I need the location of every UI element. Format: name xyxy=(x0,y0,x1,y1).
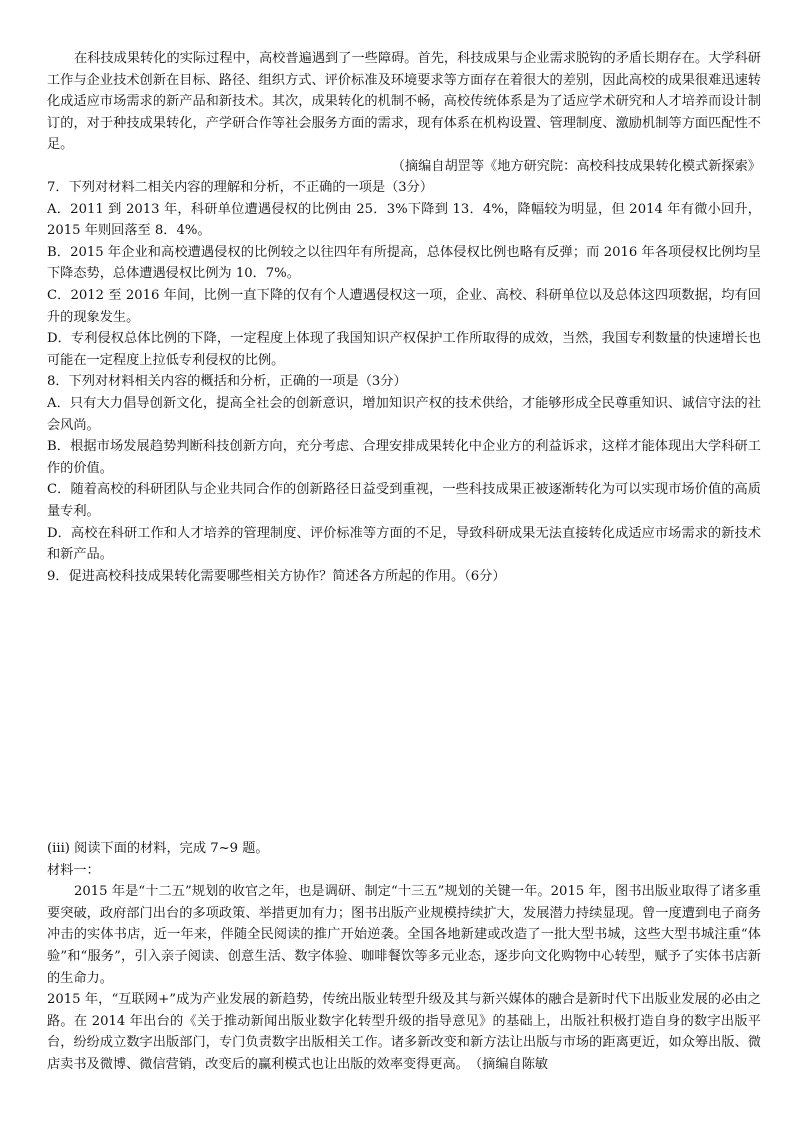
material-one-label: 材料一： xyxy=(47,862,100,878)
question-7-option-a: A．2011 到 2013 年，科研单位遭遇侵权的比例由 25．3%下降到 13．4%，降幅较为明显，但 2014 年有微小回升，2015 年则回落至 8．4%。 xyxy=(47,201,761,239)
source-citation: （摘编自胡罡等《地方研究院：高校科技成果转化模式新探索》 xyxy=(391,158,761,174)
material-paragraph: 在科技成果转化的实际过程中，高校普遍遇到了一些障碍。首先，科技成果与企业需求脱钩的矛盾长期存在。大学科研工作与企业技术创新在目标、路径、组织方式、评价标准及环境要求等方面存在着很大的差别，因此高校的成果很难迅速转化成适应市场需求的新产品和新技术。其次，成果转化的机制不畅，高校传统体系是为了适应学术研究和人才培养而设计制订的，对于种技成果转化，产学研合作等社会服务方面的需求，现有体系在机构设置、管理制度、激励机制等方面匹配性不足。 xyxy=(47,51,761,153)
question-9-stem: 9．促进高校科技成果转化需要哪些相关方协作？简述各方所起的作用。（6分） xyxy=(47,568,506,584)
material-one-paragraph-2: 2015 年，“互联网+”成为产业发展的新趋势，传统出版业转型升级及其与新兴媒体的融合是新时代下出版业发展的必由之路。在 2014 年出台的《关于推动新闻出版业数字化转型升级的指导意见》的基础上，出版社积极打造自身的数字出版平台，纷纷成立数字出版部门，专门负责数字出版相关工作。诸多新改变和新方法让出版与市场的距离更近，如众筹出版、微店卖书及微博、微信营销，改变后的赢利模式也让出版的效率变得更高。 （摘编自陈敏 xyxy=(47,992,761,1072)
question-7-option-c: C．2012 至 2016 年间，比例一直下降的仅有个人遭遇侵权这一项，企业、高校、科研单位以及总体这四项数据，均有回升的现象发生。 xyxy=(47,287,761,325)
question-8-option-c: C．随着高校的科研团队与企业共同合作的创新路径日益受到重视，一些科技成果正被逐渐转化为可以实现市场价值的高质量专利。 xyxy=(47,482,761,519)
material-one-paragraph-1: 2015 年是“十二五”规划的收官之年，也是调研、制定“十三五”规划的关键一年。2015 年，图书出版业取得了诸多重要突破，政府部门出台的多项政策、举措更加有力；图书出版产业规模持续扩大，发展潜力持续显现。曾一度遭到电子商务冲击的实体书店，近一年来，伴随全民阅读的推广开始逆袭。全国各地新建或改造了一批大型书城，这些大型书城注重“体验”和“服务”，引入亲子阅读、创意生活、数字体验、咖啡餐饮等多元业态，逐步向文化购物中心转型，赋予了实体书店新的生命力。 xyxy=(47,884,761,986)
question-8-stem: 8．下列对材料相关内容的概括和分析，正确的一项是（3分） xyxy=(47,374,407,390)
questions-block xyxy=(47,177,761,587)
question-7-stem: 7．下列对材料二相关内容的理解和分析，不正确的一项是（3分） xyxy=(47,180,434,195)
question-8-option-a: A．只有大力倡导创新文化，提高全社会的创新意识，增加知识产权的技术供给，才能够形成全民尊重知识、诚信守法的社会风尚。 xyxy=(47,395,761,433)
section-two xyxy=(47,838,761,1076)
question-8-option-d: D．高校在科研工作和人才培养的管理制度、评价标准等方面的不足，导致科研成果无法直接转化成适应市场需求的新技术和新产品。 xyxy=(47,525,761,563)
question-7-option-d: D．专利侵权总体比例的下降，一定程度上体现了我国知识产权保护工作所取得的成效，当然，我国专利数量的快速增长也可能在一定程度上拉低专利侵权的比例。 xyxy=(47,331,761,368)
question-8-option-b: B．根据市场发展趋势判断科技创新方向，充分考虑、合理安排成果转化中企业方的利益诉求，这样才能体现出大学科研工作的价值。 xyxy=(47,439,761,476)
section-one xyxy=(47,48,761,178)
reading-heading: (iii) 阅读下面的材料，完成 7~9 题。 xyxy=(47,841,269,856)
question-7-option-b: B．2015 年企业和高校遭遇侵权的比例较之以往四年有所提高，总体侵权比例也略有反弹；而 2016 年各项侵权比例均呈下降态势，总体遭遇侵权比例为 10．7%。 xyxy=(47,244,761,282)
